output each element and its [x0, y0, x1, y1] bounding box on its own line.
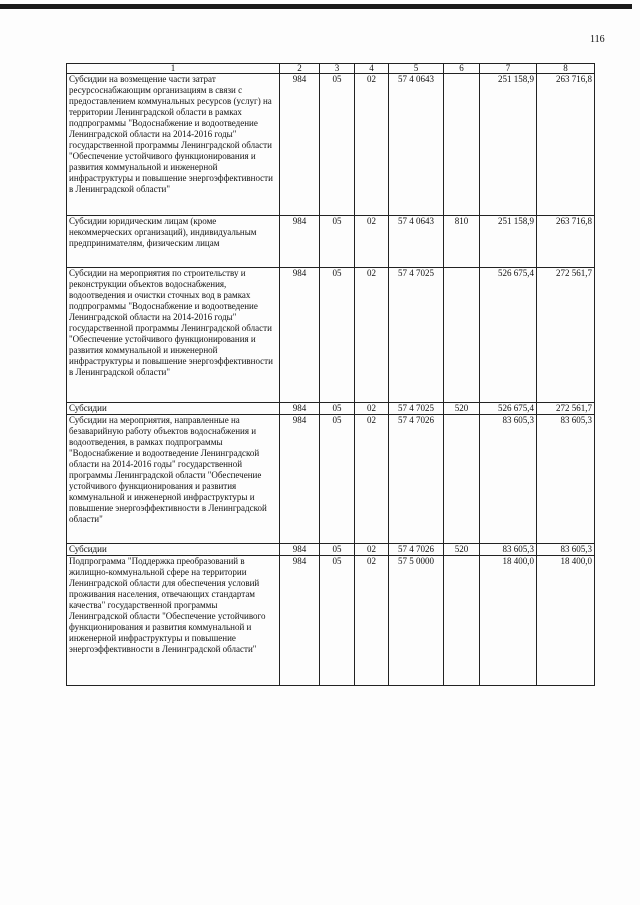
cell-expense-type: 810 [444, 216, 480, 268]
row-description: Субсидии на мероприятия по строительству и реконструкции объектов водоснабжения, водоотведения и очистки сточных вод в рамках подпрограммы "Водоснабжение и водоотведение Ленинградской области на 2014-2016 годы" государственной программы Ленинградской области "Обеспечение устойчивого функционирования и развития коммунальной и инженерной инфраструктуры и повышение энергоэффективности в Ленинградской области" [67, 268, 280, 403]
cell-target-article: 57 4 0643 [389, 74, 444, 216]
cell-target-article: 57 5 0000 [389, 556, 444, 686]
column-header: 2 [280, 64, 320, 74]
cell-subsection: 02 [355, 403, 389, 415]
cell-ministry-code: 984 [280, 415, 320, 544]
page-number: 116 [590, 34, 605, 45]
cell-expense-type [444, 74, 480, 216]
row-description: Субсидии на возмещение части затрат ресурсоснабжающим организациям в связи с предоставлением коммунальных ресурсов (услуг) на территории Ленинградской области в рамках подпрограммы "Водоснабжение и водоотведение Ленинградской области на 2014-2016 годы" государственной программы Ленинградской области "Обеспечение устойчивого функционирования и развития коммунальной и инженерной инфраструктуры и повышение энергоэффективности в Ленинградской области" [67, 74, 280, 216]
cell-amount-year1: 526 675,4 [480, 268, 537, 403]
cell-section: 05 [320, 74, 355, 216]
column-header: 4 [355, 64, 389, 74]
cell-ministry-code: 984 [280, 556, 320, 686]
table-row [67, 74, 595, 216]
cell-amount-year2: 263 716,8 [537, 216, 595, 268]
row-description: Подпрограмма "Поддержка преобразований в жилищно-коммунальной сфере на территории Ленинградской области для обеспечения условий проживания населения, отвечающих стандартам качества" государственной программы Ленинградской области "Обеспечение устойчивого функционирования и развития коммунальной и инженерной инфраструктуры и повышение энергоэффективности в Ленинградской области" [67, 556, 280, 686]
table-row [67, 415, 595, 544]
table-row [67, 556, 595, 686]
cell-section: 05 [320, 403, 355, 415]
cell-amount-year1: 18 400,0 [480, 556, 537, 686]
cell-subsection: 02 [355, 415, 389, 544]
cell-amount-year2: 83 605,3 [537, 415, 595, 544]
cell-target-article: 57 4 7026 [389, 415, 444, 544]
cell-section: 05 [320, 556, 355, 686]
cell-expense-type [444, 556, 480, 686]
cell-amount-year1: 251 158,9 [480, 216, 537, 268]
cell-section: 05 [320, 268, 355, 403]
cell-amount-year2: 263 716,8 [537, 74, 595, 216]
column-header: 1 [67, 64, 280, 74]
cell-ministry-code: 984 [280, 216, 320, 268]
cell-subsection: 02 [355, 216, 389, 268]
cell-section: 05 [320, 544, 355, 556]
row-description: Субсидии на мероприятия, направленные на безаварийную работу объектов водоснабжения и водоотведения, в рамках подпрограммы "Водоснабжение и водоотведение Ленинградской области на 2014-2016 годы" государственной программы Ленинградской области "Обеспечение устойчивого функционирования и развития коммунальной и инженерной инфраструктуры и повышение энергоэффективности в Ленинградской области" [67, 415, 280, 544]
column-header: 3 [320, 64, 355, 74]
table-row [67, 216, 595, 268]
cell-expense-type [444, 415, 480, 544]
cell-ministry-code: 984 [280, 403, 320, 415]
cell-amount-year1: 251 158,9 [480, 74, 537, 216]
cell-ministry-code: 984 [280, 74, 320, 216]
cell-subsection: 02 [355, 556, 389, 686]
cell-section: 05 [320, 216, 355, 268]
cell-expense-type [444, 268, 480, 403]
row-description: Субсидии [67, 544, 280, 556]
cell-expense-type: 520 [444, 403, 480, 415]
cell-subsection: 02 [355, 268, 389, 403]
table-row [67, 403, 595, 415]
column-header: 6 [444, 64, 480, 74]
column-header: 8 [537, 64, 595, 74]
row-description: Субсидии юридическим лицам (кроме некоммерческих организаций), индивидуальным предпринимателям, физическим лицам [67, 216, 280, 268]
top-border-bar [0, 4, 632, 9]
cell-target-article: 57 4 7025 [389, 403, 444, 415]
table-header-row [67, 64, 595, 74]
cell-ministry-code: 984 [280, 268, 320, 403]
cell-amount-year2: 18 400,0 [537, 556, 595, 686]
cell-amount-year1: 526 675,4 [480, 403, 537, 415]
cell-subsection: 02 [355, 544, 389, 556]
column-header: 5 [389, 64, 444, 74]
cell-amount-year1: 83 605,3 [480, 415, 537, 544]
table-row [67, 268, 595, 403]
cell-expense-type: 520 [444, 544, 480, 556]
row-description: Субсидии [67, 403, 280, 415]
cell-target-article: 57 4 7026 [389, 544, 444, 556]
cell-section: 05 [320, 415, 355, 544]
budget-table [66, 63, 595, 686]
table-row [67, 544, 595, 556]
cell-amount-year2: 83 605,3 [537, 544, 595, 556]
cell-amount-year2: 272 561,7 [537, 403, 595, 415]
cell-ministry-code: 984 [280, 544, 320, 556]
cell-target-article: 57 4 0643 [389, 216, 444, 268]
cell-subsection: 02 [355, 74, 389, 216]
column-header: 7 [480, 64, 537, 74]
cell-target-article: 57 4 7025 [389, 268, 444, 403]
cell-amount-year2: 272 561,7 [537, 268, 595, 403]
cell-amount-year1: 83 605,3 [480, 544, 537, 556]
